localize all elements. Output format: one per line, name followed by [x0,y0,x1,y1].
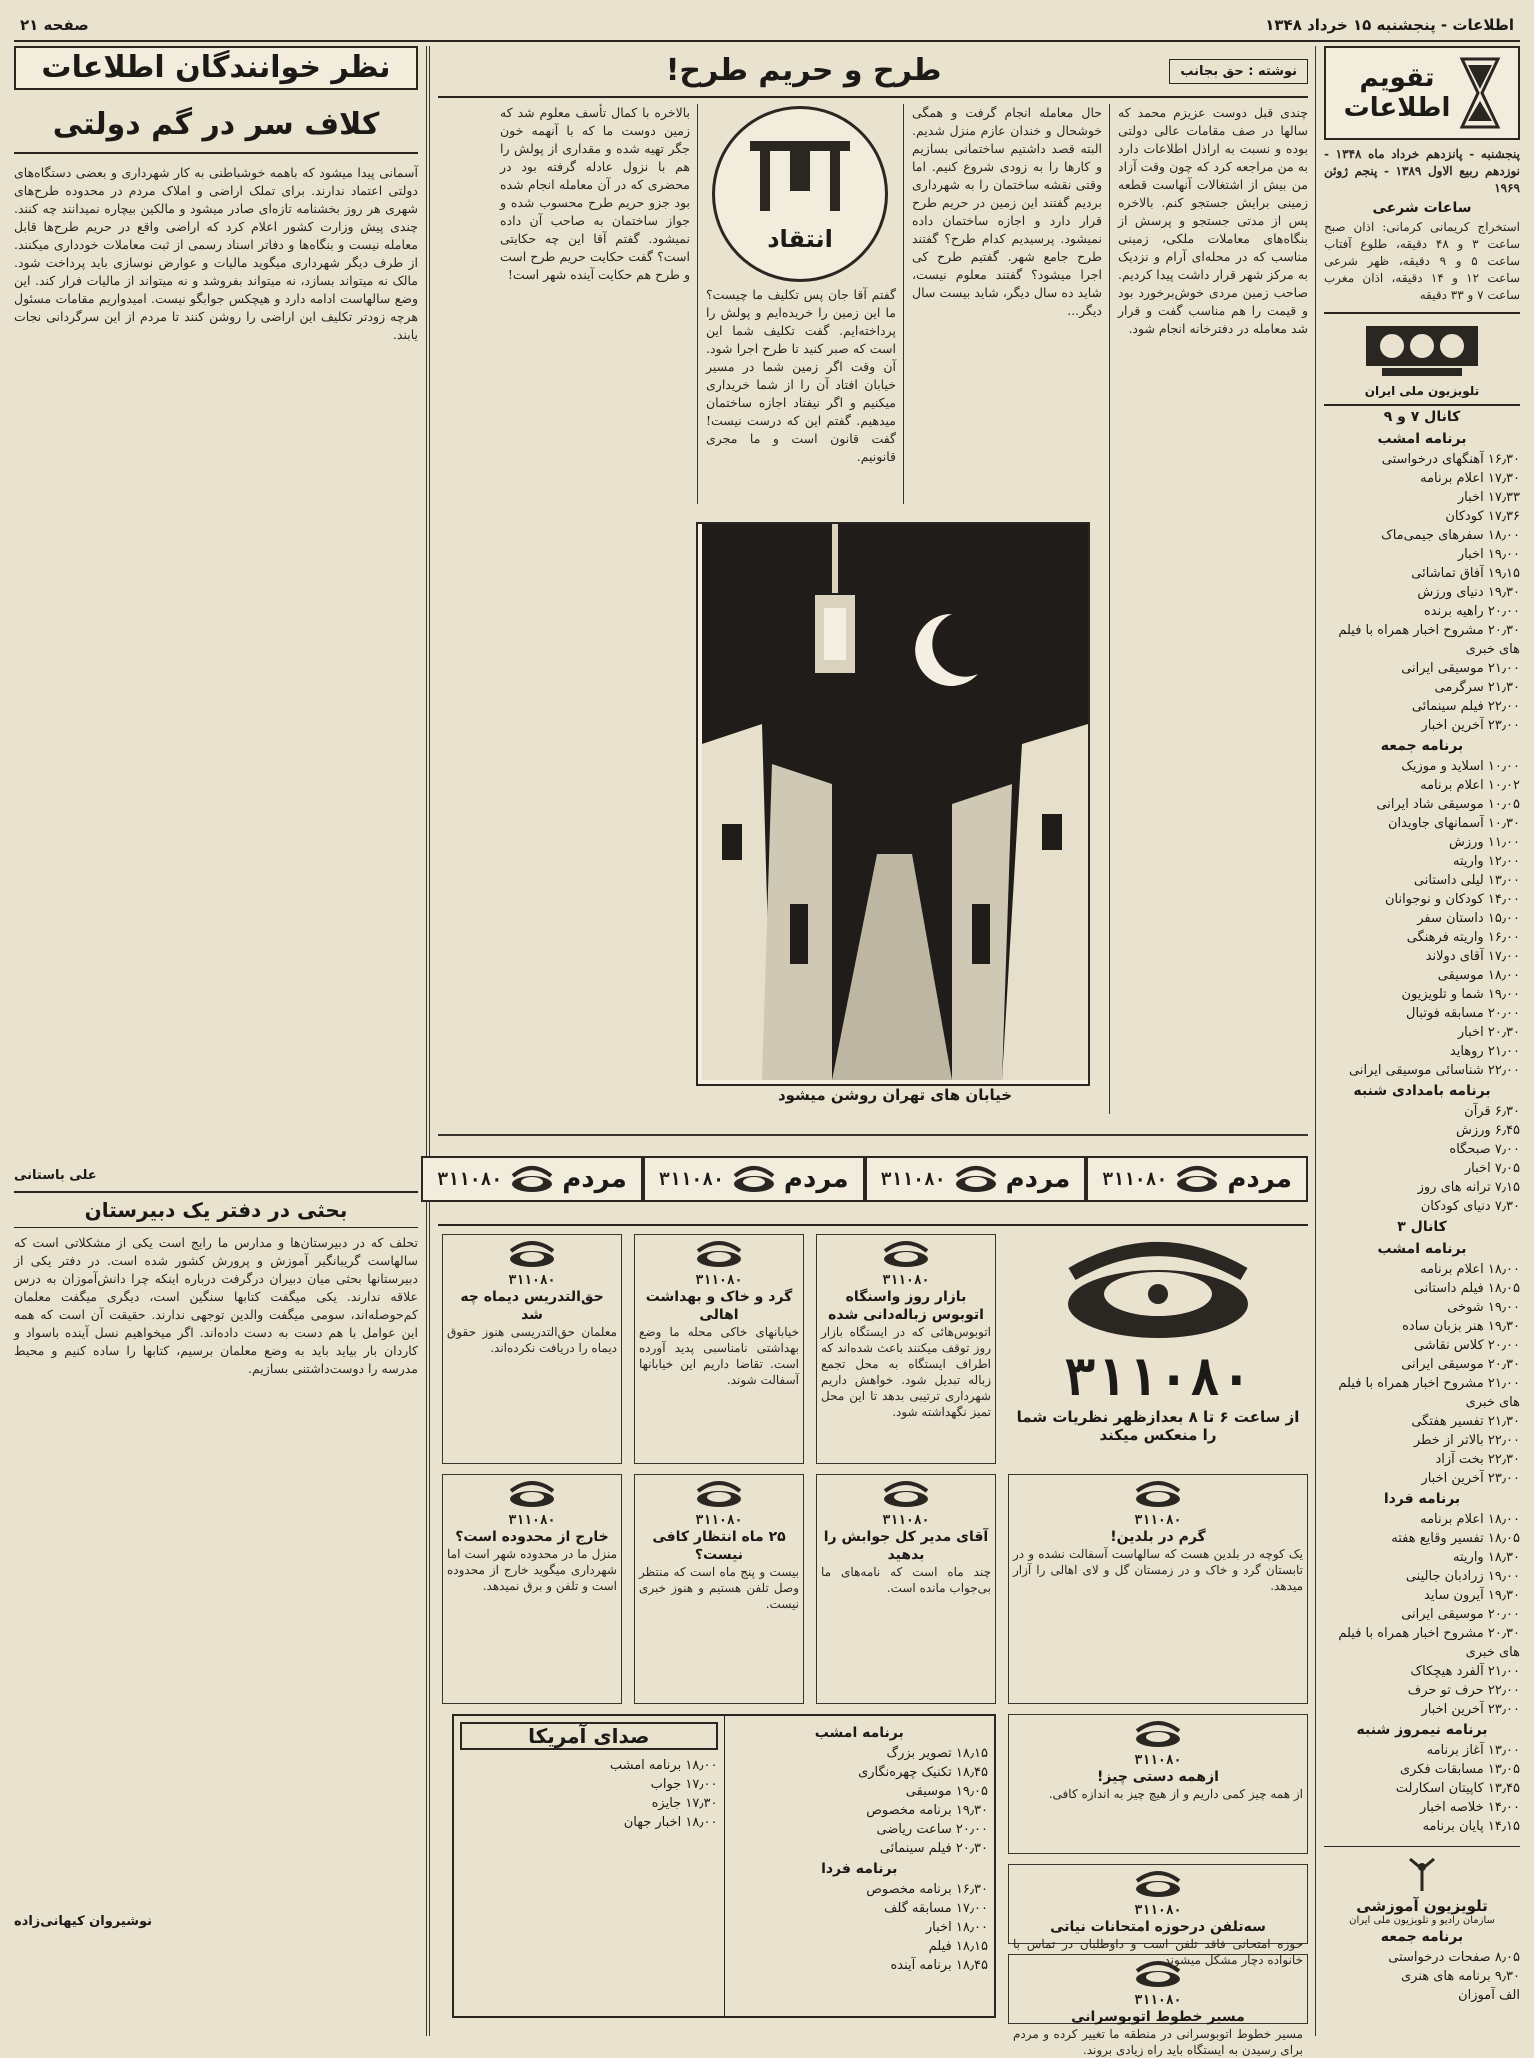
radio-item: ۱۸٫۰۰ برنامه امشب [609,1758,718,1773]
tv-logo-label: تلویزیون ملی ایران [1364,384,1480,398]
critique-stamp [712,106,888,282]
telephone-icon [881,1239,931,1269]
radio-friday-list [1324,1948,1520,2005]
telephone-icon [1133,1869,1183,1899]
people-note-phone: ۳۱۱۰۸۰ [1134,1993,1182,2008]
channel-title: کانال ۷ و ۹ [1383,409,1461,425]
readers-masthead: نظر خوانندگان اطلاعات [14,46,418,90]
people-note-body: اتوبوس‌هائی که در ایستگاه بازار روز توقف میکنند باعث شده‌اند که اطراف ایستگاه به محل تجمع زباله تبدیل شود. خواهش داریم شهرداری ترتیبی بدهد تا این محل تمیز نگهداشته شود. [821,1325,991,1419]
main-phone-box [1008,1234,1308,1464]
people-banner [1086,1156,1308,1202]
schedule-item: ۱۴٫۰۰ کودکان و نوجوانان [1384,892,1520,907]
friday-title: برنامه جمعه [1380,738,1464,754]
article-col-1: چندی قبل دوست عزیزم محمد که سالها در صف مقامات عالی دولتی بوده و نسبت به اراذل اطلاعات دارد به من مراجعه کرد که چون وقت آزاد من بیش از اشتغالات آنهاست قطعه زمینی برایش جستجو کنم. بالاخره پس از مدتی جستجو و پرسش از بنگاه‌های معاملات ملکی، زمینی مناسب که در محله‌ای آرام و نزدیک به مرکز شهر قرار داشت پیدا کردیم. صاحب زمین مردی خوش‌برخورد بود و قیمت را هم مناسب گفت و قرار شد معامله در دفترخانه انجام شود. [1118,105,1308,336]
schedule-item: ۲۰٫۰۰ کلاس نقاشی [1413,1338,1520,1353]
people-note-phone: ۳۱۱۰۸۰ [1134,1513,1182,1528]
schedule-item: ۲۲٫۳۰ بخت آزاد [1435,1452,1520,1467]
radio-item: ۱۸٫۰۰ اخبار [925,1920,988,1935]
radio-item: ۱۷٫۰۰ مسابقه گلف [883,1901,988,1916]
voice-of-america-logo: صدای آمریکا [460,1722,718,1750]
gallows-stamp-icon [740,135,860,225]
people-banner-phone: ۳۱۱۰۸۰ [437,1168,503,1190]
article-title: طرح و حریم طرح! [665,53,942,88]
column-divider-far-left [426,46,427,2036]
radio-item: ۱۶٫۳۰ برنامه مخصوص [866,1882,988,1897]
sunday-list [1324,1741,1520,1836]
people-note-phone: ۳۱۱۰۸۰ [695,1513,743,1528]
schedule-item: ۱۷٫۳۰ اعلام برنامه [1420,471,1520,486]
schedule-item: ۱۰٫۰۲ اعلام برنامه [1420,778,1520,793]
schedule-item: ۱۲٫۰۰ واریته [1453,854,1520,869]
schedule-item: ۱۹٫۳۰ آیرون ساید [1424,1588,1520,1603]
tv-schedule-column [1324,46,1520,2036]
schedule-item: ۱۸٫۳۰ واریته [1453,1550,1520,1565]
schedule-item: ۱۸٫۰۰ اعلام برنامه [1420,1262,1520,1277]
radio-item: ۱۹٫۳۰ برنامه مخصوص [866,1803,988,1818]
people-note-title: سه‌تلفن درحوزه امتحانات نیاتی [1050,1919,1266,1935]
schedule-item: ۲۱٫۳۰ سرگرمی [1434,680,1520,695]
people-banner [421,1156,643,1202]
friday2-title: برنامه فردا [1383,1491,1461,1507]
tv-logo-box [1324,312,1520,406]
prayer-times-text: استخراج کریمانی کرمانی: اذان صبح ساعت ۳ و ۴۸ دقیقه، طلوع آفتاب ساعت ۵ و ۹ دقیقه، ظهر شرعی ساعت ۱۲ و ۱۴ دقیقه، اذان مغرب ساعت ۷ و ۳۳ دقیقه [1324,220,1521,302]
calendar-masthead [1324,46,1520,140]
schedule-item: ۱۹٫۳۰ دنیای ورزش [1417,585,1520,600]
people-note-body: یک کوچه در بلدین هست که سالهاست آسفالت نشده و در تابستان گرد و خاک و در زمستان گل و لای اهالی را آزار میدهد. [1013,1547,1303,1593]
today-list [1324,450,1520,735]
schedule-item: ۹٫۳۰ برنامه های هنری [1401,1969,1520,1984]
article-divider-1 [1109,104,1110,1114]
schedule-item: ۲۳٫۰۰ آخرین اخبار [1421,1471,1520,1486]
schedule-item: ۲۱٫۰۰ روهاید [1449,1044,1520,1059]
people-banner-label: مردم [1227,1164,1292,1194]
people-note-body: منزل ما در محدوده شهر است اما شهرداری میگوید خارج از محدوده است و تلفن و برق نمیدهد. [447,1547,617,1593]
people-note [816,1474,996,1704]
readers-body: آسمانی پیدا میشود که باهمه خوشباطنی به کار شهرداری و بعضی دستگاه‌های دولتی اعتماد ندارند. برای تملک اراضی و املاک مردم در محدوده طرح‌های شهری هر روز بخشنامه تازه‌ای صادر میشود و مالکین بیچاره نمیدانند چه کنند. چندی پیش وزارت کشور اعلام کرد که اراضی واقع در حریم طرح‌ها قابل معامله نیست و بنگاه‌ها و دفاتر اسناد رسمی از ثبت معاملات خودداری میکنند. از طرف دیگر شهرداری میگوید مالیات و عوارض نوسازی باید پرداخت شود. مالک نه میتواند بسازد، نه میتواند بفروشد و نه میتواند از مالیات فرار کند. این وضع سالهاست ادامه دارد و هیچکس جوابگو نیست. امیدواریم مقامات مسئول هرچه زودتر تکلیف این اراضی را روشن کنند تا مردم از این سرگردانی نجات یابند. [14,165,418,342]
voa-list [460,1756,718,1832]
readers-title-2: بحثی در دفتر یک دبیرستان [14,1191,418,1228]
radio-item: ۱۸٫۱۵ تصویر بزرگ [886,1746,988,1761]
readers-signature: علی باستانی [14,1168,97,1183]
schedule-item: ۱۳٫۰۰ لیلی داستانی [1413,873,1520,888]
people-note-phone: ۳۱۱۰۸۰ [1134,1753,1182,1768]
radio-item: ۱۹٫۰۵ موسیقی [905,1784,988,1799]
article-divider-2 [903,104,904,504]
people-note-body: مسیر خطوط اتوبوسرانی در منطقه ما تغییر کرده و مردم برای رسیدن به ایستگاه باید راه زیادی بروند. [1013,2027,1303,2057]
telephone-icon [732,1164,776,1194]
people-banner [865,1156,1087,1202]
people-banner-phone: ۳۱۱۰۸۰ [1102,1168,1168,1190]
calendar-title: تقویم اطلاعات [1343,63,1451,123]
people-note-phone: ۳۱۱۰۸۰ [882,1513,930,1528]
people-note-title: گرم در بلدین! [1110,1529,1206,1545]
schedule-item: ۲۰٫۳۰ مشروح اخبار همراه با فیلم های خبری [1338,1626,1520,1660]
people-note-body: بیست و پنج ماه است که منتظر وصل تلفن هستیم و هنوز خبری نیست. [639,1565,799,1611]
radio-item: ۲۰٫۳۰ فیلم سینمائی [879,1841,988,1856]
street-illustration [696,522,1090,1086]
radio-item: ۱۷٫۳۰ جایزه [651,1796,718,1811]
people-note-body: حوزه امتحانی فاقد تلفن است و داوطلبان در تماس با خانواده دچار مشکل میشوند. [1013,1937,1303,1967]
saturday-title: برنامه بامدادی شنبه [1353,1083,1491,1099]
people-note-body: چند ماه است که نامه‌های ما بی‌جواب مانده است. [821,1565,991,1595]
people-banner-phone: ۳۱۱۰۸۰ [658,1168,724,1190]
telephone-icon [1058,1234,1258,1344]
radio-list-1 [731,1744,989,1858]
schedule-item: ۱۳٫۴۵ کاپیتان اسکارلت [1395,1781,1520,1796]
schedule-item: ۲۲٫۰۰ حرف تو حرف [1407,1683,1520,1698]
people-note-title: حق‌التدریس دیماه چه شد [460,1289,604,1323]
radio-title-2: برنامه فردا [821,1861,898,1877]
people-note-body: از همه چیز کمی داریم و از هیچ چیز به اندازه کافی. [1048,1787,1303,1801]
article-byline: نوشته : حق بجانب [1169,59,1308,84]
schedule-item: ۷٫۳۰ دنیای کودکان [1420,1199,1520,1214]
telephone-icon [510,1164,554,1194]
channel2-title: کانال ۳ [1397,1219,1447,1235]
radio-item: ۱۸٫۴۵ تکنیک چهره‌نگاری [858,1765,988,1780]
schedule-item: ۱۸٫۰۰ سفرهای جیمی‌ماک [1381,528,1520,543]
schedule-item: ۱۸٫۰۰ اعلام برنامه [1420,1512,1520,1527]
people-note [1008,1954,1308,2057]
people-note [634,1474,804,1704]
calendar-date: پنجشنبه - پانزدهم خرداد ماه ۱۳۴۸ - نوزدهم ربیع الاول ۱۳۸۹ - پنجم ژوئن ۱۹۶۹ [1324,147,1520,195]
main-phone-number: ۳۱۱۰۸۰ [1064,1348,1252,1408]
people-banner-phone: ۳۱۱۰۸۰ [880,1168,946,1190]
radio-schedule-box [452,1714,996,2018]
schedule-item: ۱۷٫۰۰ آقای دولاند [1425,949,1520,964]
educational-tv-label: تلویزیون آموزشی [1356,1897,1488,1915]
people-note-title: خارج از محدوده است؟ [455,1529,609,1545]
radio-friday-title: برنامه جمعه [1380,1929,1464,1945]
schedule-item: ۱۳٫۰۵ مسابقات فکری [1399,1762,1520,1777]
radio-item: ۲۰٫۰۰ ساعت ریاضی [876,1822,988,1837]
schedule-item: ۲۱٫۰۰ مشروح اخبار همراه با فیلم های خبری [1338,1376,1520,1410]
critique-stamp-label: انتقاد [767,225,833,253]
schedule-item: ۱۹٫۰۰ شما و تلویزیون [1401,987,1520,1002]
people-note-title: آقای مدیر کل جوابش را بدهید [823,1529,989,1563]
schedule-item: ۲۲٫۰۰ شناسائی موسیقی ایرانی [1348,1063,1520,1078]
schedule-item: ۶٫۴۵ ورزش [1455,1123,1520,1138]
people-note [1008,1864,1308,1967]
street-lamp-scene-icon [702,524,1088,1080]
schedule-item: ۱۶٫۳۰ آهنگهای درخواستی [1381,452,1520,467]
friday-list [1324,757,1520,1080]
people-note [1008,1714,1308,1854]
friday2-list [1324,1510,1520,1719]
people-note-title: ۲۵ ماه انتظار کافی نیست؟ [652,1529,786,1563]
saturday-list [1324,1102,1520,1216]
column-divider-left [429,46,430,2036]
readers-signature-2: نوشیروان کیهانی‌زاده [14,1914,153,1929]
schedule-item: ۱۹٫۳۰ هنر بزبان ساده [1402,1319,1520,1334]
telephone-icon [1175,1164,1219,1194]
telephone-icon [1133,1959,1183,1989]
schedule-item: ۱۰٫۰۰ اسلاید و موزیک [1401,759,1520,774]
schedule-item: ۱۷٫۳۶ کودکان [1445,509,1520,524]
telephone-icon [694,1239,744,1269]
column-divider [1315,46,1316,2036]
people-note [634,1234,804,1464]
schedule-item: ۲۰٫۳۰ مشروح اخبار همراه با فیلم های خبری [1338,623,1520,657]
schedule-item: ۱۷٫۳۳ اخبار [1457,490,1520,505]
schedule-item: ۱۹٫۰۰ اخبار [1457,547,1520,562]
people-note-phone: ۳۱۱۰۸۰ [882,1273,930,1288]
main-phone-note: از ساعت ۶ تا ۸ بعدازظهر نظریات شما را منعکس میکند [1016,1408,1300,1444]
people-section [437,1134,1308,2057]
radio-item: ۱۸٫۱۵ فیلم [928,1939,988,1954]
readers-column [14,46,418,2036]
article-divider-3 [697,104,698,504]
telephone-icon [694,1479,744,1509]
people-note-phone: ۳۱۱۰۸۰ [1134,1903,1182,1918]
article-header [438,46,1308,98]
schedule-item: ۱۸٫۰۵ فیلم داستانی [1413,1281,1520,1296]
readers-title: کلاف سر در گم دولتی [14,106,418,154]
readers-body-2: تحلف که در دبیرستان‌ها و مدارس ما رایج است یکی از مشکلاتی است که سالهاست گریبانگیر آموزش و پرورش کشور شده است. در دفتر یکی از دبیرستانها بحثی میان دبیران درگرفت درباره اینکه چرا دانش‌آموزان به درس علاقه ندارند. یکی میگفت کتابها سنگین است، دیگری میگفت معلمان کم‌حوصله‌اند، سومی میگفت والدین توجهی ندارند. حقیقت آن است که همه این عوامل با هم دست به دست داده‌اند. اگر میخواهیم نسل آینده باسواد و کاردان بار بیاید باید به وضع معلمان برسیم، کتابها را ساده کنیم و محیط مدرسه را دوست‌داشتنی بسازیم. [14,1235,418,1376]
schedule-item: ۱۴٫۰۰ خلاصه اخبار [1419,1800,1520,1815]
schedule-item: ۷٫۱۵ ترانه های روز [1417,1180,1520,1195]
radio-list-2 [731,1880,989,1975]
people-note-phone: ۳۱۱۰۸۰ [695,1273,743,1288]
people-note [816,1234,996,1464]
page-number: صفحه ۲۱ [20,16,89,34]
prayer-times-title: ساعات شرعی [1372,200,1472,216]
article-col-4: بالاخره با کمال تأسف معلوم شد که زمین دوست ما که با آنهمه خون جگر تهیه شده و مقداری از پولش را هم با نزول عادله گرفته بود در محضری که در آن معامله انجام شده بود جزو حریم طرح محسوب شده و جواز ساختمان به صاحب آن داده نمیشود. گفتم آقا این چه حکایتی است؟ گفت حکایت حریم طرح است و طرح هم حکایت آینده شهر است! [500,105,690,282]
schedule-item: ۲۰٫۳۰ موسیقی ایرانی [1401,1357,1520,1372]
radio-item: ۱۸٫۴۵ برنامه آینده [890,1958,988,1973]
antenna-icon [1402,1853,1442,1893]
schedule-item: ۲۱٫۰۰ آلفرد هیچکاک [1410,1664,1520,1679]
tonight-title: برنامه امشب [1377,1241,1467,1257]
illustration-caption: خیابان های تهران روشن میشود [777,1086,1013,1104]
people-note-title: گرد و خاک و بهداشت اهالی [645,1289,793,1323]
telephone-icon [1133,1479,1183,1509]
people-note [442,1474,622,1704]
people-note-title: بازار روز واسنگاه اتوبوس زباله‌دانی شده [828,1289,984,1323]
schedule-item: ۱۹٫۰۰ شوخی [1447,1300,1520,1315]
radio-title: برنامه امشب [814,1725,904,1741]
article-col-5 [895,106,896,107]
radio-item: ۱۷٫۰۰ جواب [650,1777,718,1792]
tonight-list [1324,1260,1520,1488]
hourglass-icon [1458,55,1502,131]
schedule-item: ۲۰٫۰۰ راهیه برنده [1423,604,1520,619]
people-banner-label: مردم [1005,1164,1071,1194]
radio-item: ۱۸٫۰۰ اخبار جهان [623,1815,718,1830]
telephone-icon [881,1479,931,1509]
schedule-item: ۱۴٫۱۵ پایان برنامه [1422,1819,1520,1834]
schedule-item: الف آموزان [1458,1988,1520,2003]
people-note [442,1234,622,1464]
schedule-item: ۱۹٫۰۰ زرادبان جالینی [1405,1569,1520,1584]
schedule-item: ۲۱٫۳۰ تفسیر هفتگی [1411,1414,1520,1429]
people-note-title: ازهمه دستی چیز! [1097,1769,1219,1785]
educational-tv-logo [1324,1846,1520,1926]
people-note [1008,1474,1308,1704]
schedule-item: ۷٫۰۰ صبحگاه [1449,1142,1520,1157]
telephone-icon [1133,1719,1183,1749]
main-article [438,46,1308,1126]
schedule-item: ۱۵٫۰۰ داستان سفر [1417,911,1520,926]
people-note-phone: ۳۱۱۰۸۰ [508,1273,556,1288]
schedule-item: ۱۸٫۰۵ تفسیر وقایع هفته [1391,1531,1520,1546]
schedule-item: ۱۰٫۳۰ آسمانهای جاویدان [1387,816,1520,831]
people-note-phone: ۳۱۱۰۸۰ [508,1513,556,1528]
schedule-item: ۷٫۰۵ اخبار [1464,1161,1520,1176]
schedule-item: ۲۳٫۰۰ آخرین اخبار [1421,1702,1520,1717]
people-top-rule [438,1134,1308,1136]
people-banner-label: مردم [562,1164,627,1194]
schedule-item: ۶٫۳۰ قرآن [1464,1104,1520,1119]
people-banner-row [438,1134,1308,1226]
schedule-item: ۲۰٫۳۰ اخبار [1457,1025,1520,1040]
tv-logo-icon [1362,320,1482,380]
people-note-body: معلمان حق‌التدریسی هنوز حقوق دیماه را دریافت نکرده‌اند. [447,1325,617,1355]
schedule-item: ۱۱٫۰۰ ورزش [1449,835,1520,850]
schedule-item: ۲۱٫۰۰ موسیقی ایرانی [1401,661,1520,676]
schedule-item: ۲۳٫۰۰ آخرین اخبار [1421,718,1520,733]
sunday-title: برنامه نیمروز شنبه [1356,1722,1488,1738]
page-header [14,10,1520,42]
people-note-body: خیابانهای خاکی محله ما وضع بهداشتی نامناسبی پدید آورده است. تقاضا داریم این خیابانها آسفالت شوند. [639,1325,799,1387]
schedule-item: ۱۰٫۰۵ موسیقی شاد ایرانی [1376,797,1520,812]
schedule-item: ۲۰٫۰۰ مسابقه فوتبال [1406,1006,1520,1021]
people-banner [643,1156,865,1202]
schedule-item: ۲۰٫۰۰ موسیقی ایرانی [1401,1607,1520,1622]
article-col-3: گفتم آقا جان پس تکلیف ما چیست؟ ما این زمین را خریده‌ایم و پولش را پرداخته‌ایم. گفت تکلیف شما این است که صبر کنید تا طرح اجرا شود. آن وقت اگر زمین شما در مسیر خیابان افتاد آن را از شما خریداری میکنیم و اگر نیفتاد اجازه ساختمان میدهیم. گفتم این که درست نیست! گفت قانون است و ما مجری قانونیم. [706,287,896,464]
schedule-item: ۱۳٫۰۰ آغاز برنامه [1426,1743,1520,1758]
telephone-icon [507,1479,557,1509]
schedule-item: ۸٫۰۵ صفحات درخواستی [1388,1950,1520,1965]
telephone-icon [954,1164,998,1194]
today-title: برنامه امشب [1377,431,1467,447]
people-note-title: مسیر خطوط اتوبوسرانی [1071,2009,1245,2025]
educational-tv-sub: سازمان رادیو و تلویزیون ملی ایران [1349,1915,1495,1926]
issue-date: اطلاعات - پنجشنبه ۱۵ خرداد ۱۳۴۸ [1265,16,1514,34]
schedule-item: ۱۸٫۰۰ موسیقی [1437,968,1520,983]
telephone-icon [507,1239,557,1269]
schedule-item: ۱۶٫۰۰ واریته فرهنگی [1406,930,1520,945]
schedule-item: ۲۲٫۰۰ فیلم سینمائی [1411,699,1520,714]
schedule-item: ۲۲٫۰۰ بالاتر از خطر [1413,1433,1520,1448]
people-banner-label: مردم [783,1164,849,1194]
schedule-item: ۱۹٫۱۵ آفاق تماشائی [1411,566,1520,581]
article-col-2: حال معامله انجام گرفت و همگی خوشحال و خندان عازم منزل شدیم. البته قصد داشتیم ساختمانی بسازیم و کارها را به زودی شروع کنیم. اما وقتی نقشه ساختمان را به شهرداری بردیم گفتند این زمین در حریم طرح قرار دارد و اجازه ساختمان داده نمیشود. پرسیدیم کدام طرح؟ گفتند طرح جامع شهر. گفتیم طرح کی اجرا میشود؟ گفتند معلوم نیست، شاید ده سال دیگر، شاید بیست سال دیگر... [912,105,1102,318]
